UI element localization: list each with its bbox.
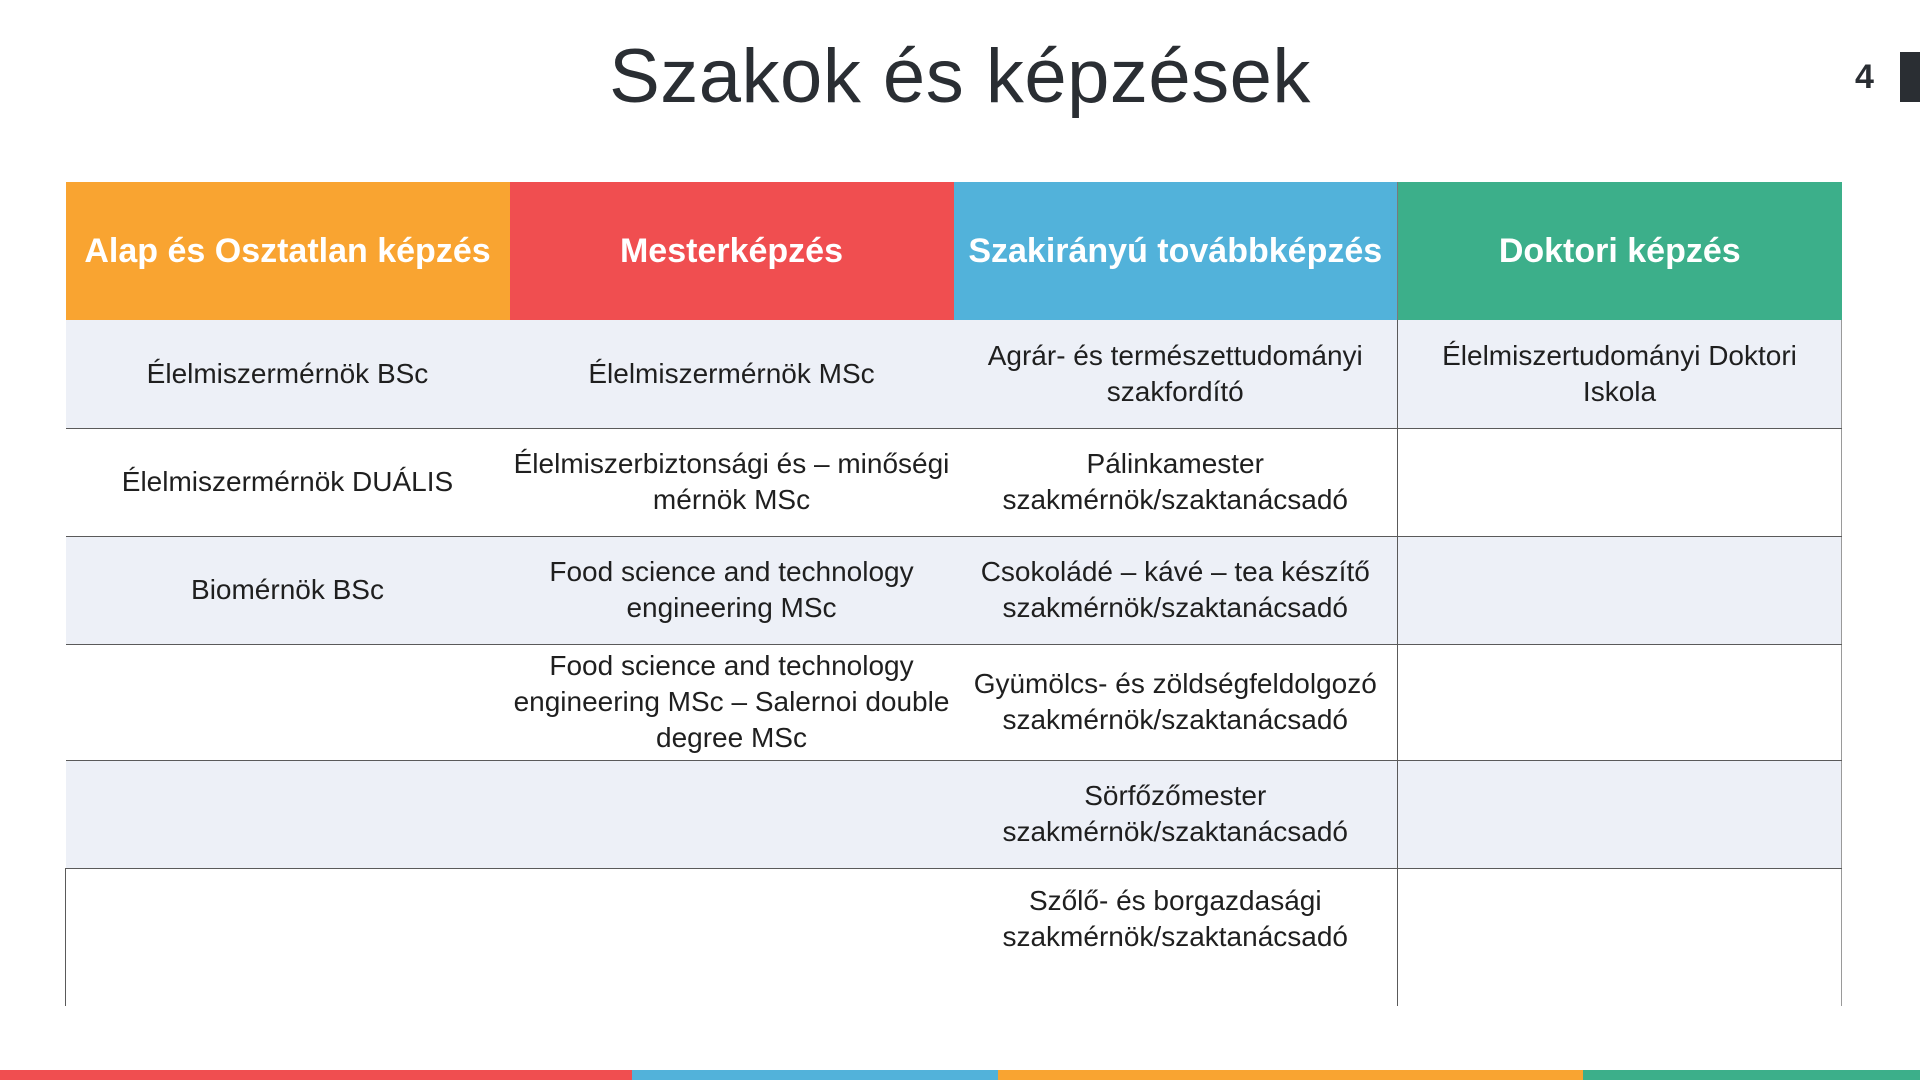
footer-stripe-green xyxy=(1583,1070,1920,1080)
footer-stripe-orange xyxy=(998,1070,1583,1080)
table-cell: Food science and technology engineering MSc – Salernoi double degree MSc xyxy=(510,644,954,760)
table-cell xyxy=(1398,428,1842,536)
header-bachelor: Alap és Osztatlan képzés xyxy=(66,182,510,320)
footer-stripe-red xyxy=(0,1070,632,1080)
table-header-row xyxy=(66,182,1842,320)
table-cell xyxy=(1398,760,1842,868)
table-cell: Élelmiszermérnök MSc xyxy=(510,320,954,428)
table-row xyxy=(66,320,1842,428)
table-cell: Gyümölcs- és zöldségfeldolgozó szakmérnök/szaktanácsadó xyxy=(954,644,1398,760)
table-cell: Élelmiszertudományi Doktori Iskola xyxy=(1398,320,1842,428)
header-doctoral: Doktori képzés xyxy=(1398,182,1842,320)
table-cell xyxy=(66,760,510,868)
table-cell: Élelmiszerbiztonsági és – minőségi mérnök MSc xyxy=(510,428,954,536)
table-cell xyxy=(1398,644,1842,760)
table-cell xyxy=(1398,536,1842,644)
table-cell: Csokoládé – kávé – tea készítő szakmérnök/szaktanácsadó xyxy=(954,536,1398,644)
table-row xyxy=(66,644,1842,760)
table-cell: Biomérnök BSc xyxy=(66,536,510,644)
table-cell xyxy=(66,644,510,760)
page-marker-bar xyxy=(1900,52,1920,102)
table-cell: Élelmiszermérnök DUÁLIS xyxy=(66,428,510,536)
table-cell: Szőlő- és borgazdasági szakmérnök/szaktanácsadó xyxy=(954,868,1398,1006)
table-cell xyxy=(510,760,954,868)
table-row xyxy=(66,760,1842,868)
table-row xyxy=(66,868,1842,1006)
table-cell: Agrár- és természettudományi szakfordító xyxy=(954,320,1398,428)
table-cell xyxy=(1398,868,1842,1006)
programs-table xyxy=(65,182,1842,1006)
table-cell: Élelmiszermérnök BSc xyxy=(66,320,510,428)
table-cell: Pálinkamester szakmérnök/szaktanácsadó xyxy=(954,428,1398,536)
table-cell xyxy=(66,868,510,1006)
header-master: Mesterképzés xyxy=(510,182,954,320)
table-row xyxy=(66,428,1842,536)
table-cell xyxy=(510,868,954,1006)
page-number: 4 xyxy=(1855,58,1874,96)
table-cell: Food science and technology engineering MSc xyxy=(510,536,954,644)
header-specialized: Szakirányú továbbképzés xyxy=(954,182,1398,320)
page-title: Szakok és képzések xyxy=(609,34,1311,119)
footer-stripe-blue xyxy=(632,1070,998,1080)
programs-table-container xyxy=(65,182,1841,1006)
table-cell: Sörfőzőmester szakmérnök/szaktanácsadó xyxy=(954,760,1398,868)
table-row xyxy=(66,536,1842,644)
